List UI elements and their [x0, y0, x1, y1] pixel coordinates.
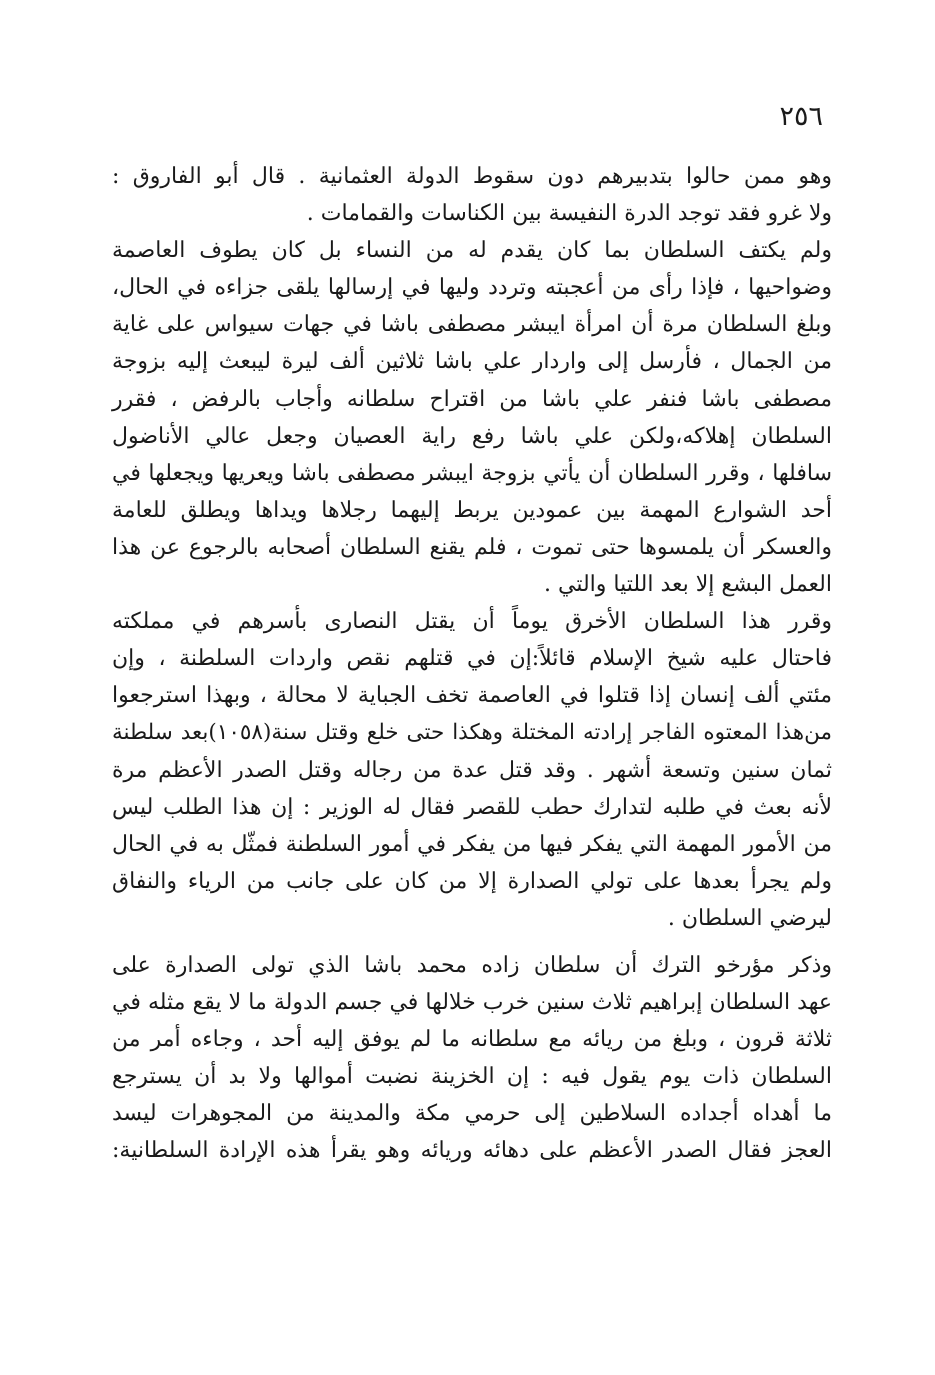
- text-line: وهو ممن حالوا بتدبيرهم دون سقوط الدولة العثمانية . قال أبو الفاروق :: [112, 164, 832, 189]
- text-line: وقرر هذا السلطان الأخرق يوماً أن يقتل النصارى بأسرهم في مملكته: [112, 609, 832, 635]
- text-line: من الأمور المهمة التي يفكر فيها من يفكر في أمور السلطنة فمثّل به في الحال: [112, 831, 832, 857]
- text-line: أحد الشوارع المهمة بين عمودين يربط إليهما رجلاها ويداها ويطلق للعامة: [112, 497, 832, 523]
- text-line: ليرضي السلطان .: [667, 905, 832, 931]
- text-line: من الجمال ، فأرسل إلى واردار علي باشا ثلاثين ألف ليرة ليبعث إليه بزوجة: [112, 349, 832, 375]
- paragraph-3: [112, 603, 832, 937]
- paragraph-2: [112, 232, 832, 603]
- text-line: ثمان سنين وتسعة أشهر . وقد قتل عدة من رجاله وقتل الصدر الأعظم مرة: [112, 757, 832, 783]
- page-number: ٢٥٦: [779, 101, 823, 132]
- text-line: السلطان إهلاكه،ولكن علي باشا رفع راية العصيان وجعل عالي الأناضول: [112, 423, 832, 449]
- text-line: ولم يكتف السلطان بما كان يقدم له من النساء بل كان يطوف العاصمة: [112, 238, 832, 264]
- text-line: ولم يجرأ بعدها على تولي الصدارة إلا من كان على جانب من الرياء والنفاق: [112, 868, 832, 894]
- text-line: عهد السلطان إبراهيم ثلاث سنين خرب خلالها في جسم الدولة ما لا يقع مثله في: [112, 990, 832, 1016]
- text-line: ما أهداه أجداده السلاطين إلى حرمي مكة والمدينة من المجوهرات ليسد: [112, 1101, 832, 1127]
- text-line: سافلها ، وقرر السلطان أن يأتي بزوجة ايبشر مصطفى باشا ويعريها ويجعلها في: [112, 460, 832, 486]
- text-line: العمل البشع إلا بعد اللتيا والتي .: [544, 572, 832, 598]
- text-line: العجز فقال الصدر الأعظم على دهائه وريائه وهو يقرأ هذه الإرادة السلطانية:: [112, 1138, 832, 1164]
- text-line: السلطان ذات يوم يقول فيه : إن الخزينة نضبت أموالها ولا بد أن يسترجع: [112, 1064, 832, 1090]
- text-line: ولا غرو فقد توجد الدرة النفيسة بين الكناسات والقمامات .: [306, 201, 832, 227]
- text-line: وبلغ السلطان مرة أن امرأة ايبشر مصطفى باشا في جهات سيواس على غاية: [112, 312, 832, 338]
- text-line: وذكر مؤرخو الترك أن سلطان زاده محمد باشا الذي تولى الصدارة على: [112, 952, 832, 978]
- paragraph-1: [112, 158, 832, 232]
- text-line: من‌هذا المعتوه الفاجر إرادته المختلة وهكذا حتى خلع وقتل سنة(١٠٥٨)بعد سلطنة: [112, 720, 833, 746]
- text-line: ثلاثة قرون ، وبلغ من ريائه مع سلطانه ما لم يوفق إليه أحد ، وجاءه أمر من: [112, 1027, 832, 1053]
- text-line: مصطفى باشا فنفر علي باشا من اقتراح سلطانه وأجاب بالرفض ، فقرر: [112, 386, 832, 412]
- text-line: والعسكر أن يلمسوها حتى تموت ، فلم يقنع السلطان أصحابه بالرجوع عن هذا: [112, 534, 832, 560]
- paragraph-4: [112, 947, 832, 1170]
- text-line: مئتي ألف إنسان إذا قتلوا في العاصمة تخف الجباية لا محالة ، وبهذا استرجعوا: [112, 683, 832, 709]
- text-line: لأنه بعث في طلبه لتدارك حطب للقصر فقال له الوزير : إن هذا الطلب ليس: [112, 794, 832, 820]
- page-body: [112, 158, 832, 1170]
- text-line: فاحتال عليه شيخ الإسلام قائلاً:إن في قتلهم نقص واردات السلطنة ، وإن: [112, 646, 832, 672]
- text-line: وضواحيها ، فإذا رأى من أعجبته وتردد وليها في إرسالها يلقى جزاءه في الحال،: [112, 275, 832, 301]
